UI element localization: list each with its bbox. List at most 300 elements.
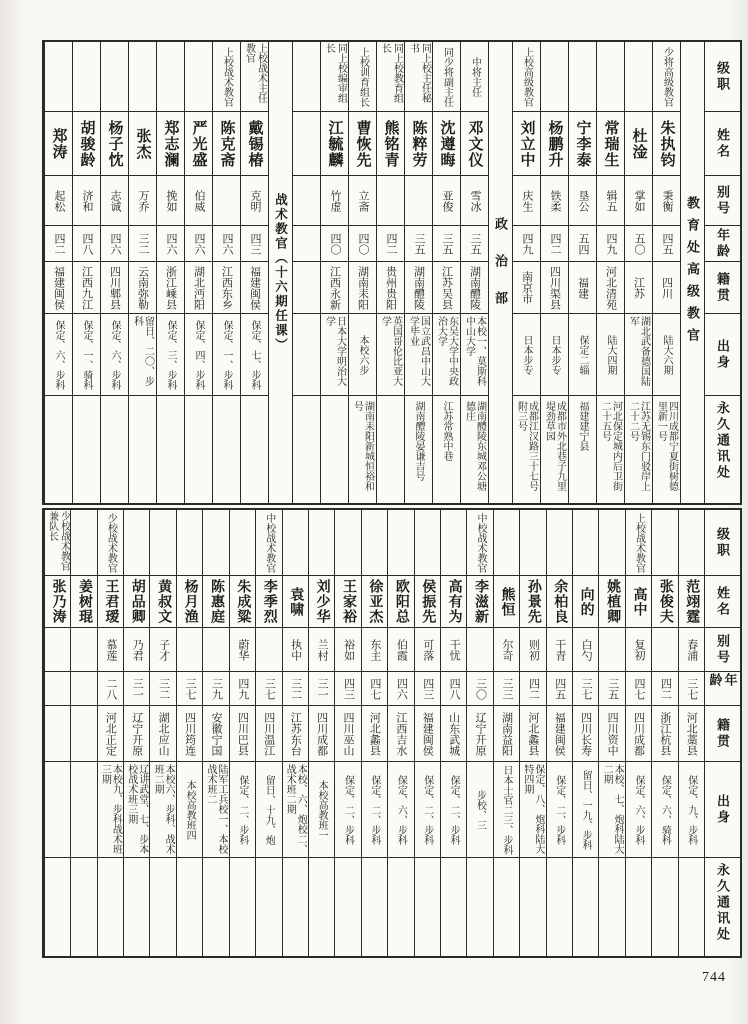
age-cell: 三〇 [467, 672, 492, 706]
origin-cell: 辽宁开原 [124, 706, 149, 762]
age-cell [45, 672, 70, 706]
rank-cell [293, 42, 320, 112]
origin-cell: 福建闽侯 [241, 262, 268, 314]
name-cell: 范翊霆 [679, 576, 704, 628]
rank-cell: 中校战术教官 [467, 510, 492, 576]
name-cell: 郑志澜 [157, 112, 184, 176]
person-column [678, 510, 704, 956]
age-cell: 四九 [230, 672, 255, 706]
name-cell: 张乃涛 [45, 576, 70, 628]
background-cell: 保定、六、骑科 [652, 762, 677, 858]
address-cell [599, 858, 624, 956]
rank-cell: 上校战术教官 [213, 42, 240, 112]
origin-cell: 湖北沔阳 [185, 262, 212, 314]
name-cell: 杨月渔 [177, 576, 202, 628]
address-cell [150, 858, 175, 956]
background-cell: 国立武昌中山大学毕业 [405, 314, 432, 396]
address-cell: 江苏无锡东门驳岸上二十二号 [627, 401, 650, 491]
origin-cell: 贵州贵阳 [377, 262, 404, 314]
person-column [308, 510, 334, 956]
person-column [240, 42, 268, 503]
background-cell: 本校六、步科、战术班二期 [150, 762, 175, 858]
address-cell [73, 396, 100, 503]
age-cell: 三七 [256, 672, 281, 706]
name-cell: 戴锡椿 [241, 112, 268, 176]
alias-cell: 立斋 [349, 176, 376, 226]
origin-cell: 江西东乡 [213, 262, 240, 314]
person-column [546, 510, 572, 956]
field-header-address: 永久通讯处 [715, 863, 730, 943]
name-cell: 郑涛 [45, 112, 72, 176]
alias-cell: 白勺 [573, 628, 598, 672]
section-column-tactics-instructors [268, 42, 292, 503]
background-cell [293, 314, 320, 396]
origin-cell: 南京市 [513, 262, 540, 314]
page-number: 744 [702, 970, 726, 985]
background-cell: 辽讲武堂、七、步本校战术班三期 [124, 762, 149, 858]
alias-cell [293, 176, 320, 226]
instructor-table-top [42, 40, 742, 505]
alias-cell: 克明 [241, 176, 268, 226]
address-cell: 四川成都宁夏街树德里新一号 [655, 401, 678, 491]
age-cell: 四六 [388, 672, 413, 706]
rank-cell [625, 42, 652, 112]
section-title: 战术教官（十六期任课） [273, 192, 288, 353]
age-cell: 四〇 [349, 226, 376, 262]
rank-cell [101, 42, 128, 112]
name-cell: 侯振先 [415, 576, 440, 628]
person-column [320, 42, 348, 503]
background-cell: 保定、二、步科 [441, 762, 466, 858]
origin-cell: 四川郫县 [101, 262, 128, 314]
age-cell: 四三 [415, 672, 440, 706]
address-cell [547, 858, 572, 956]
background-cell: 陆大六期 [653, 314, 680, 396]
rank-cell: 少校战术教官 [98, 510, 123, 576]
age-cell: 三五 [461, 226, 488, 262]
age-cell: 三二 [129, 226, 156, 262]
age-cell: 四二 [541, 226, 568, 262]
rank-cell: 同少将副主任 [433, 42, 460, 112]
rank-cell [71, 510, 96, 576]
background-cell: 保定、六、步科 [626, 762, 651, 858]
person-column [512, 42, 540, 503]
address-cell: 成都市外北巷子九里堤劲草园 [543, 401, 566, 491]
field-header-age: 年龄 [705, 672, 740, 706]
alias-cell: 庆生 [513, 176, 540, 226]
age-cell: 三七 [177, 672, 202, 706]
background-cell: 保定、七、步科 [241, 314, 268, 396]
person-column [652, 42, 680, 503]
origin-cell: 江西九江 [73, 262, 100, 314]
age-cell [71, 672, 96, 706]
address-cell [157, 396, 184, 503]
age-cell: 三五 [405, 226, 432, 262]
alias-cell: 万乔 [129, 176, 156, 226]
origin-cell: 江苏吴县 [433, 262, 460, 314]
origin-cell: 福建闽侯 [547, 706, 572, 762]
name-cell: 刘立中 [513, 112, 540, 176]
rank-cell [388, 510, 413, 576]
background-cell: 保定二辎 [569, 314, 596, 396]
field-header-rank: 级职 [705, 42, 740, 112]
alias-cell: 慕莲 [98, 628, 123, 672]
address-cell [362, 858, 387, 956]
address-cell [520, 858, 545, 956]
origin-cell: 四川温江 [256, 706, 281, 762]
person-column [72, 42, 100, 503]
field-header-alias: 别号 [705, 176, 740, 226]
alias-cell: 乃君 [124, 628, 149, 672]
section-column-education-dept [680, 42, 704, 503]
person-column [387, 510, 413, 956]
person-column [540, 42, 568, 503]
alias-cell: 垦公 [569, 176, 596, 226]
alias-cell [599, 628, 624, 672]
name-cell: 孙景先 [520, 576, 545, 628]
origin-cell: 四川 [653, 262, 680, 314]
origin-cell: 湖南醴陵 [461, 262, 488, 314]
name-cell: 朱成粱 [230, 576, 255, 628]
rank-cell: 中将主任 [461, 42, 488, 112]
alias-cell: 起松 [45, 176, 72, 226]
origin-cell: 江西吉水 [388, 706, 413, 762]
name-cell: 杜淦 [625, 112, 652, 176]
origin-cell [293, 262, 320, 314]
address-cell [185, 396, 212, 503]
alias-cell: 铁柔 [541, 176, 568, 226]
section-title: 政治部 [493, 217, 508, 328]
alias-cell: 掌如 [625, 176, 652, 226]
background-cell: 保定、一、步科 [213, 314, 240, 396]
origin-cell [45, 706, 70, 762]
age-cell: 二八 [98, 672, 123, 706]
name-cell: 曹恢先 [349, 112, 376, 176]
background-cell: 保定、二、步科 [362, 762, 387, 858]
person-column [149, 510, 175, 956]
field-header-name: 姓名 [705, 576, 740, 628]
alias-cell: 东主 [362, 628, 387, 672]
address-cell [98, 858, 123, 956]
address-cell: 河北保定城内后卫街二十五号 [599, 401, 622, 491]
origin-cell: 湖南醴陵 [405, 262, 432, 314]
address-cell [129, 396, 156, 503]
name-cell: 江毓麟 [321, 112, 348, 176]
name-cell: 余柏良 [547, 576, 572, 628]
field-header-name: 姓名 [705, 112, 740, 176]
background-cell: 留日、一九、步科 [573, 762, 598, 858]
background-cell: 留日、二〇、步科 [129, 314, 156, 396]
origin-cell: 河北清苑 [597, 262, 624, 314]
address-cell [679, 858, 704, 956]
age-cell: 四六 [213, 226, 240, 262]
address-cell [626, 858, 651, 956]
address-cell [293, 396, 320, 503]
address-cell [213, 396, 240, 503]
rank-cell [362, 510, 387, 576]
age-cell: 四六 [101, 226, 128, 262]
background-cell: 日本大学明治大学 [321, 314, 348, 396]
origin-cell: 浙江杭县 [652, 706, 677, 762]
person-column [519, 510, 545, 956]
rank-cell [441, 510, 466, 576]
person-column [292, 42, 320, 503]
person-column [123, 510, 149, 956]
alias-cell [405, 176, 432, 226]
age-cell: 四二 [652, 672, 677, 706]
name-cell: 杨鹏升 [541, 112, 568, 176]
background-cell: 保定、六、步科 [388, 762, 413, 858]
person-column [376, 42, 404, 503]
field-header-origin: 籍贯 [705, 706, 740, 762]
origin-cell: 江苏东台 [283, 706, 308, 762]
name-cell: 胡骏龄 [73, 112, 100, 176]
age-cell: 五〇 [625, 226, 652, 262]
address-cell [441, 858, 466, 956]
address-cell [45, 858, 70, 956]
rank-cell [129, 42, 156, 112]
rank-cell [652, 510, 677, 576]
origin-cell: 福建 [569, 262, 596, 314]
background-cell: 湖北武备德国陆军 [625, 314, 652, 396]
address-cell [101, 396, 128, 503]
address-cell: 福建建宁县 [577, 401, 588, 451]
name-cell: 宁李泰 [569, 112, 596, 176]
alias-cell: 辑五 [597, 176, 624, 226]
origin-cell: 江西永新 [321, 262, 348, 314]
name-cell: 高中 [626, 576, 651, 628]
address-cell: 成都江汉路三十七号附三号 [515, 401, 538, 491]
person-column [70, 510, 96, 956]
alias-cell: 执中 [283, 628, 308, 672]
name-cell: 刘少华 [309, 576, 334, 628]
alias-cell: 亚俊 [433, 176, 460, 226]
address-cell [203, 858, 228, 956]
background-cell [45, 762, 70, 858]
person-column [568, 42, 596, 503]
rank-cell [73, 42, 100, 112]
background-cell: 本校高教班四 [177, 762, 202, 858]
name-cell: 陈粹劳 [405, 112, 432, 176]
alias-cell [203, 628, 228, 672]
alias-cell: 复初 [626, 628, 651, 672]
origin-cell: 河北正定 [98, 706, 123, 762]
background-cell: 步校、三 [467, 762, 492, 858]
rank-cell [230, 510, 255, 576]
alias-cell: 蔚华 [230, 628, 255, 672]
field-header-background: 出身 [705, 762, 740, 858]
name-cell: 严光盛 [185, 112, 212, 176]
alias-cell: 裕如 [335, 628, 360, 672]
field-header-origin: 籍贯 [705, 262, 740, 314]
alias-cell: 干忧 [441, 628, 466, 672]
origin-cell: 四川巫山 [335, 706, 360, 762]
name-cell: 欧阳总 [388, 576, 413, 628]
origin-cell: 河北藁县 [679, 706, 704, 762]
field-header-age: 年龄 [705, 226, 740, 262]
name-cell: 熊恒 [494, 576, 519, 628]
age-cell: 三五 [433, 226, 460, 262]
origin-cell: 湖北应山 [150, 706, 175, 762]
rank-cell [309, 510, 334, 576]
alias-cell: 伯霞 [388, 628, 413, 672]
person-column [361, 510, 387, 956]
alias-cell [467, 628, 492, 672]
rank-cell [185, 42, 212, 112]
background-cell: 本校六步 [349, 314, 376, 396]
age-cell: 五四 [569, 226, 596, 262]
background-cell: 本校、七、炮科陆大二期 [599, 762, 624, 858]
age-cell: 四二 [377, 226, 404, 262]
person-column [255, 510, 281, 956]
person-column [212, 42, 240, 503]
alias-cell: 兰村 [309, 628, 334, 672]
origin-cell: 河北蠡县 [520, 706, 545, 762]
person-column [460, 42, 488, 503]
person-column [97, 510, 123, 956]
age-cell: 四三 [241, 226, 268, 262]
origin-cell: 四川筠连 [177, 706, 202, 762]
person-column [176, 510, 202, 956]
age-cell: 四九 [513, 226, 540, 262]
origin-cell: 河北蠡县 [362, 706, 387, 762]
rank-cell: 少将高级教官 [653, 42, 680, 112]
section-title: 教育处高级教官 [685, 195, 700, 350]
alias-cell: 竹虚 [321, 176, 348, 226]
origin-cell: 福建闽侯 [415, 706, 440, 762]
address-cell: 湖南耒阳新城恒裕和号 [351, 401, 374, 491]
rank-cell [547, 510, 572, 576]
alias-cell: 则初 [520, 628, 545, 672]
age-cell: 四五 [653, 226, 680, 262]
origin-cell: 四川成都 [626, 706, 651, 762]
age-cell: 三七 [679, 672, 704, 706]
name-cell: 沈遵晦 [433, 112, 460, 176]
age-cell: 三一 [309, 672, 334, 706]
person-column [348, 42, 376, 503]
age-cell: 四六 [185, 226, 212, 262]
alias-cell: 尔奇 [494, 628, 519, 672]
address-cell [377, 396, 404, 503]
background-cell: 保定、二、步科 [547, 762, 572, 858]
age-cell: 三三 [494, 672, 519, 706]
name-cell: 李滋新 [467, 576, 492, 628]
rank-cell: 少校战术教官兼队长 [45, 510, 70, 576]
section-column-politics-dept [488, 42, 512, 503]
address-cell [388, 858, 413, 956]
age-cell: 三五 [599, 672, 624, 706]
name-cell: 张杰 [129, 112, 156, 176]
alias-cell: 志诚 [101, 176, 128, 226]
origin-cell: 湖南耒阳 [349, 262, 376, 314]
background-cell: 保定、八、炮科陆大特四期 [520, 762, 545, 858]
name-cell: 陈克斋 [213, 112, 240, 176]
rank-cell [679, 510, 704, 576]
person-column [596, 42, 624, 503]
age-cell [293, 226, 320, 262]
name-cell: 王家裕 [335, 576, 360, 628]
person-column [128, 42, 156, 503]
age-cell: 三七 [573, 672, 598, 706]
address-cell [256, 858, 281, 956]
alias-cell: 子才 [150, 628, 175, 672]
rank-cell [124, 510, 149, 576]
person-column [432, 42, 460, 503]
background-cell: 本校九、步科战术班三期 [98, 762, 123, 858]
person-column [598, 510, 624, 956]
origin-cell: 江苏 [625, 262, 652, 314]
person-column [440, 510, 466, 956]
address-cell [283, 858, 308, 956]
origin-cell: 四川资中 [599, 706, 624, 762]
rank-cell [157, 42, 184, 112]
person-column [202, 510, 228, 956]
person-column [651, 510, 677, 956]
alias-cell: 济和 [73, 176, 100, 226]
name-cell: 常瑞生 [597, 112, 624, 176]
background-cell: 陆军工兵校一、本校战术班二 [203, 762, 228, 858]
alias-cell: 干青 [547, 628, 572, 672]
rank-cell [494, 510, 519, 576]
address-cell [177, 858, 202, 956]
background-cell: 本校高教班一 [309, 762, 334, 858]
age-cell: 三二 [150, 672, 175, 706]
origin-cell [71, 706, 96, 762]
person-column [229, 510, 255, 956]
person-column [572, 510, 598, 956]
origin-cell: 云南弥勒 [129, 262, 156, 314]
person-column [414, 510, 440, 956]
rank-cell: 上校战术教官 [626, 510, 651, 576]
address-cell [71, 858, 96, 956]
field-header-alias: 别号 [705, 628, 740, 672]
background-cell: 本校、六、炮校二、战术班二期 [283, 762, 308, 858]
name-cell [293, 112, 320, 176]
field-header-column [704, 510, 740, 956]
person-column [156, 42, 184, 503]
background-cell: 日本士官二三、步科 [494, 762, 519, 858]
rank-cell [335, 510, 360, 576]
rank-cell [415, 510, 440, 576]
age-cell: 四六 [157, 226, 184, 262]
name-cell: 朱执钧 [653, 112, 680, 176]
alias-cell [177, 628, 202, 672]
address-cell [415, 858, 440, 956]
field-header-rank: 级职 [705, 510, 740, 576]
age-cell: 四七 [626, 672, 651, 706]
rank-cell: 同上校主任秘书 [405, 42, 432, 112]
background-cell: 东吴大学中央政治大学 [433, 314, 460, 396]
rank-cell [150, 510, 175, 576]
alias-cell [652, 628, 677, 672]
name-cell: 陈惠庭 [203, 576, 228, 628]
person-column [184, 42, 212, 503]
name-cell: 杨子忱 [101, 112, 128, 176]
origin-cell: 四川成都 [309, 706, 334, 762]
name-cell: 姚植卿 [599, 576, 624, 628]
alias-cell: 雪冰 [461, 176, 488, 226]
origin-cell: 四川巴县 [230, 706, 255, 762]
rank-cell [573, 510, 598, 576]
background-cell: 本校一、莫斯科中山大学 [461, 314, 488, 396]
address-cell: 江苏常熟中巷 [441, 401, 452, 461]
name-cell: 向的 [573, 576, 598, 628]
rank-cell: 中校战术教官 [256, 510, 281, 576]
address-cell [309, 858, 334, 956]
age-cell: 三一 [124, 672, 149, 706]
alias-cell: 伯威 [185, 176, 212, 226]
address-cell [321, 396, 348, 503]
